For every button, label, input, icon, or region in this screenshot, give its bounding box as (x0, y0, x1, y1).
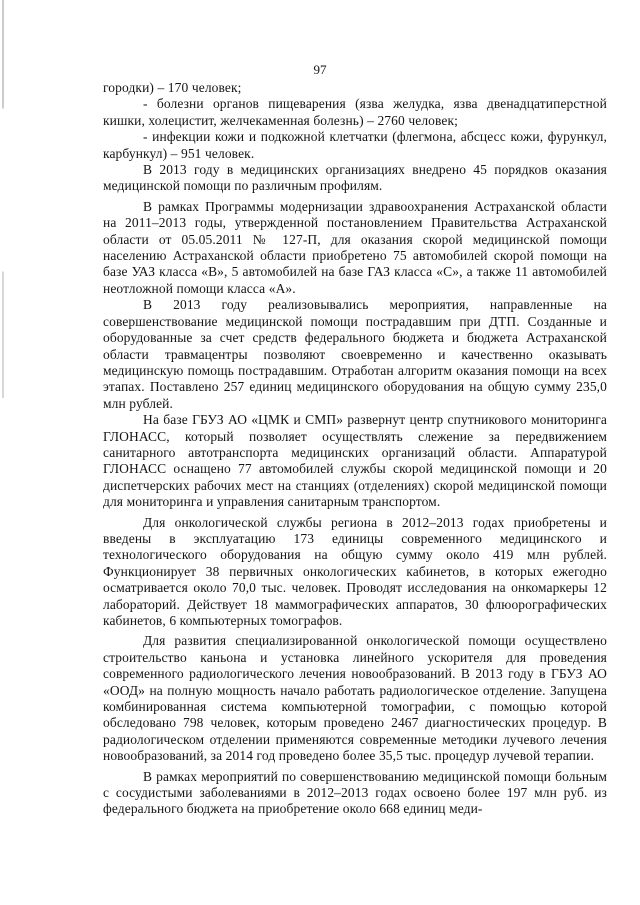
document-body (103, 80, 607, 818)
paragraph-road-accidents: В 2013 году реализовывались мероприятия, направленные на совершенствование медицинской помощи пострадавшим при ДТП. Созданные и оборудованные за счет средств федерального бюджета и бюджета Астраханской области травмацентры позволяют своевременно и качественно оказывать медицинскую помощь пострадавшим. Отработан алгоритм оказания помощи на всех этапах. Поставлено 257 единиц медицинского оборудования на общую сумму 235,0 млн рублей. (103, 297, 607, 411)
list-item-digestive: - болезни органов пищеварения (язва желудка, язва двенадцатиперстной кишки, холецистит, желчекаменная болезнь) – 2760 человек; (103, 96, 607, 128)
scan-edge-mark (2, 0, 4, 905)
list-item-skin-infections: - инфекции кожи и подкожной клетчатки (флегмона, абсцесс кожи, фурункул, карбункул) – 951 человек. (103, 129, 607, 161)
paragraph-modernization-program: В рамках Программы модернизации здравоохранения Астраханской области на 2011–2013 годы, утвержденной постановлением Правительства Астраханской области от 05.05.2011 № 127-П, для оказания скорой медицинской помощи населению Астраханской области приобретено 75 автомобилей скорой помощи на базе УАЗ класса «В», 5 автомобилей на базе ГАЗ класса «С», а также 11 автомобилей неотложной помощи класса «А». (103, 198, 607, 296)
paragraph-oncology-service: Для онкологической службы региона в 2012–2013 годах приобретены и введены в эксплуатацию 173 единицы современного медицинского и технологического оборудования на общую сумму около 419 млн рублей. Функционирует 38 первичных онкологических кабинетов, в которых ежегодно осматривается около 70,0 тыс. человек. Проводят исследования на онкомаркеры 12 лабораторий. Действует 18 маммографических аппаратов, 30 флюорографических кабинетов, 6 компьютерных томографов. (103, 514, 607, 628)
paragraph-care-procedures: В 2013 году в медицинских организациях внедрено 45 порядков оказания медицинской помощи по различным профилям. (103, 162, 607, 194)
paragraph-vascular-diseases: В рамках мероприятий по совершенствованию медицинской помощи больным с сосудистыми заболеваниями в 2012–2013 годах освоено более 197 млн руб. из федерального бюджета на приобретение около 668 единиц меди- (103, 768, 607, 817)
page-number: 97 (313, 62, 327, 77)
paragraph-continuation: городки) – 170 человек; (103, 80, 242, 95)
paragraph-radiology: Для развития специализированной онкологической помощи осуществлено строительство каньона и установка линейного ускорителя для проведения современного радиологического лечения новообразований. В 2013 году в ГБУЗ АО «ООД» на полную мощность начало работать радиологическое отделение. Запущена комбинированная система компьютерной томографии, с помощью которой обследовано 798 человек, которым проведено 2467 диагностических процедур. В радиологическом отделении применяются современные методики лучевого лечения новообразований, за 2014 год проведено более 35,5 тыс. процедур лучевой терапии. (103, 633, 607, 764)
paragraph-glonass: На базе ГБУЗ АО «ЦМК и СМП» развернут центр спутникового мониторинга ГЛОНАСС, который позволяет осуществлять слежение за передвижением санитарного автотранспорта медицинских организаций области. Аппаратурой ГЛОНАСС оснащено 77 автомобилей службы скорой медицинской помощи и 20 диспетчерских рабочих мест на станциях (отделениях) скорой медицинской помощи для мониторинга и управления санитарным транспортом. (103, 412, 607, 510)
